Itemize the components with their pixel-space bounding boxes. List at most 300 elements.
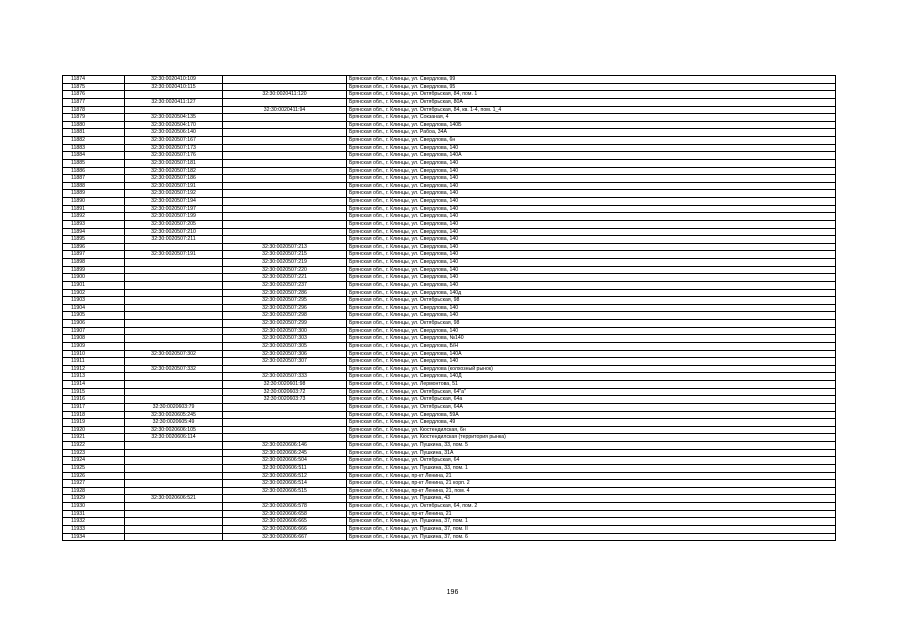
cadastral-number-cell bbox=[125, 388, 223, 396]
table-row bbox=[63, 419, 836, 427]
cadastral-number-cell: 32:30:0020507:167 bbox=[125, 137, 223, 145]
table-row bbox=[63, 114, 836, 122]
address-cell: Брянская обл., г. Клинцы, ул. Свердлова, 140 bbox=[347, 198, 836, 206]
cadastral-number-cell: 32:30:0020507:176 bbox=[125, 152, 223, 160]
address-cell: Брянская обл., г. Клинцы, ул. Свердлова, 140д bbox=[347, 289, 836, 297]
table-row bbox=[63, 251, 836, 259]
table-row bbox=[63, 510, 836, 518]
table-row bbox=[63, 121, 836, 129]
row-number-cell: 11885 bbox=[63, 159, 125, 167]
table-row bbox=[63, 518, 836, 526]
address-cell: Брянская обл., г. Клинцы, ул. Пушкина, 37, пом. 6 bbox=[347, 533, 836, 541]
cadastral-number-cell bbox=[125, 396, 223, 404]
cadastral-number-alt-cell: 32:30:0020603:72 bbox=[223, 388, 347, 396]
row-number-cell: 11893 bbox=[63, 220, 125, 228]
row-number-cell: 11914 bbox=[63, 381, 125, 389]
cadastral-number-alt-cell: 32:30:0020411:94 bbox=[223, 106, 347, 114]
table-row bbox=[63, 411, 836, 419]
cadastral-number-alt-cell: 32:30:0020507:219 bbox=[223, 259, 347, 267]
cadastral-number-alt-cell bbox=[223, 114, 347, 122]
cadastral-number-alt-cell: 32:30:0020507:215 bbox=[223, 251, 347, 259]
cadastral-number-alt-cell: 32:30:0020603:73 bbox=[223, 396, 347, 404]
address-cell: Брянская обл., г. Клинцы, ул. Свердлова, 95 bbox=[347, 83, 836, 91]
table-row bbox=[63, 457, 836, 465]
address-cell: Брянская обл., г. Клинцы, ул. Свердлова, 140 bbox=[347, 190, 836, 198]
address-cell: Брянская обл., г. Клинцы, ул. Свердлова, 140 bbox=[347, 243, 836, 251]
cadastral-number-cell bbox=[125, 503, 223, 511]
address-cell: Брянская обл., г. Клинцы, ул. Свердлова, 140 bbox=[347, 266, 836, 274]
table-row bbox=[63, 159, 836, 167]
cadastral-number-cell: 32:30:0020507:191 bbox=[125, 182, 223, 190]
cadastral-number-cell: 32:30:0020506:140 bbox=[125, 129, 223, 137]
cadastral-number-cell bbox=[125, 297, 223, 305]
cadastral-number-alt-cell bbox=[223, 182, 347, 190]
table-row bbox=[63, 396, 836, 404]
cadastral-number-cell: 32:30:0020507:181 bbox=[125, 159, 223, 167]
cadastral-number-cell bbox=[125, 525, 223, 533]
row-number-cell: 11907 bbox=[63, 327, 125, 335]
table-row bbox=[63, 495, 836, 503]
cadastral-number-cell bbox=[125, 487, 223, 495]
row-number-cell: 11913 bbox=[63, 373, 125, 381]
table-row bbox=[63, 342, 836, 350]
cadastral-number-alt-cell: 32:30:0020411:120 bbox=[223, 91, 347, 99]
cadastral-number-alt-cell: 32:30:0020507:286 bbox=[223, 289, 347, 297]
row-number-cell: 11903 bbox=[63, 297, 125, 305]
cadastral-number-alt-cell bbox=[223, 495, 347, 503]
table-row bbox=[63, 365, 836, 373]
table-row bbox=[63, 220, 836, 228]
cadastral-number-cell: 32:30:0020507:192 bbox=[125, 190, 223, 198]
address-cell: Брянская обл., г. Клинцы, ул. Свердлова, №140 bbox=[347, 335, 836, 343]
address-cell: Брянская обл., г. Клинцы, ул. Лермонтова, 51 bbox=[347, 381, 836, 389]
address-cell: Брянская обл., г. Клинцы, ул. Пушкина, 37, пом. 1 bbox=[347, 518, 836, 526]
cadastral-number-alt-cell bbox=[223, 152, 347, 160]
cadastral-number-alt-cell: 32:30:0020507:333 bbox=[223, 373, 347, 381]
address-cell: Брянская обл., г. Клинцы, ул. Свердлова, 6н bbox=[347, 137, 836, 145]
cadastral-number-alt-cell: 32:30:0020606:665 bbox=[223, 518, 347, 526]
row-number-cell: 11920 bbox=[63, 426, 125, 434]
row-number-cell: 11934 bbox=[63, 533, 125, 541]
address-cell: Брянская обл., г. Клинцы, ул. Свердлова, 140 bbox=[347, 144, 836, 152]
table-row bbox=[63, 175, 836, 183]
row-number-cell: 11927 bbox=[63, 480, 125, 488]
table-row bbox=[63, 259, 836, 267]
address-cell: Брянская обл., г. Клинцы, ул. Свердлова, 140 bbox=[347, 167, 836, 175]
row-number-cell: 11921 bbox=[63, 434, 125, 442]
row-number-cell: 11922 bbox=[63, 442, 125, 450]
cadastral-number-alt-cell: 32:30:0020606:515 bbox=[223, 487, 347, 495]
row-number-cell: 11899 bbox=[63, 266, 125, 274]
row-number-cell: 11898 bbox=[63, 259, 125, 267]
cadastral-number-cell: 32:30:0020507:191 bbox=[125, 251, 223, 259]
cadastral-number-alt-cell: 32:30:0020606:511 bbox=[223, 464, 347, 472]
cadastral-number-cell: 32:30:0020411:127 bbox=[125, 98, 223, 106]
cadastral-number-alt-cell bbox=[223, 426, 347, 434]
cadastral-number-alt-cell: 32:30:0020507:303 bbox=[223, 335, 347, 343]
row-number-cell: 11915 bbox=[63, 388, 125, 396]
cadastral-number-alt-cell bbox=[223, 403, 347, 411]
table-row bbox=[63, 190, 836, 198]
row-number-cell: 11924 bbox=[63, 457, 125, 465]
table-row bbox=[63, 312, 836, 320]
cadastral-number-cell bbox=[125, 289, 223, 297]
table-row bbox=[63, 434, 836, 442]
table-row bbox=[63, 243, 836, 251]
table-row bbox=[63, 129, 836, 137]
table-row bbox=[63, 266, 836, 274]
address-cell: Брянская обл., г. Клинцы, ул. Свердлова, 140 bbox=[347, 358, 836, 366]
table-row bbox=[63, 320, 836, 328]
table-row bbox=[63, 228, 836, 236]
table-row bbox=[63, 182, 836, 190]
table-row bbox=[63, 464, 836, 472]
row-number-cell: 11883 bbox=[63, 144, 125, 152]
cadastral-number-cell bbox=[125, 449, 223, 457]
cadastral-number-alt-cell: 32:30:0020606:667 bbox=[223, 533, 347, 541]
cadastral-number-cell bbox=[125, 464, 223, 472]
address-cell: Брянская обл., г. Клинцы, ул. Свердлова, 59А bbox=[347, 411, 836, 419]
cadastral-number-cell: 32:30:0020507:186 bbox=[125, 175, 223, 183]
address-cell: Брянская обл., г. Клинцы, ул. Свердлова, Б/Н bbox=[347, 342, 836, 350]
row-number-cell: 11931 bbox=[63, 510, 125, 518]
row-number-cell: 11884 bbox=[63, 152, 125, 160]
table-row bbox=[63, 236, 836, 244]
table-row bbox=[63, 335, 836, 343]
cadastral-number-cell: 32:30:0020507:194 bbox=[125, 198, 223, 206]
cadastral-number-cell: 32:30:0020605:49 bbox=[125, 419, 223, 427]
address-cell: Брянская обл., г. Клинцы, ул. Свердлова, 140 bbox=[347, 175, 836, 183]
cadastral-number-cell bbox=[125, 243, 223, 251]
cadastral-number-alt-cell bbox=[223, 365, 347, 373]
cadastral-number-cell bbox=[125, 281, 223, 289]
address-cell: Брянская обл., г. Клинцы, ул. Свердлова (колхозный рынок) bbox=[347, 365, 836, 373]
address-cell: Брянская обл., г. Клинцы, ул. Свердлова, 140 bbox=[347, 220, 836, 228]
table-row bbox=[63, 381, 836, 389]
row-number-cell: 11930 bbox=[63, 503, 125, 511]
address-cell: Брянская обл., г. Клинцы, ул. Свердлова, 140 bbox=[347, 259, 836, 267]
cadastral-number-alt-cell bbox=[223, 419, 347, 427]
cadastral-number-cell bbox=[125, 381, 223, 389]
cadastral-number-alt-cell: 32:30:0020507:237 bbox=[223, 281, 347, 289]
cadastral-number-cell bbox=[125, 533, 223, 541]
registry-table-body bbox=[63, 76, 836, 541]
row-number-cell: 11902 bbox=[63, 289, 125, 297]
cadastral-number-cell: 32:30:0020605:245 bbox=[125, 411, 223, 419]
row-number-cell: 11896 bbox=[63, 243, 125, 251]
cadastral-number-alt-cell: 32:30:0020606:504 bbox=[223, 457, 347, 465]
row-number-cell: 11876 bbox=[63, 91, 125, 99]
table-row bbox=[63, 480, 836, 488]
address-cell: Брянская обл., г. Клинцы, пр-кт Ленина, 21 bbox=[347, 510, 836, 518]
cadastral-number-alt-cell: 32:30:0020606:578 bbox=[223, 503, 347, 511]
row-number-cell: 11881 bbox=[63, 129, 125, 137]
address-cell: Брянская обл., г. Клинцы, ул. Свердлова, 140Б bbox=[347, 121, 836, 129]
address-cell: Брянская обл., г. Клинцы, ул. Октябрьская, 84, кв. 1-4, пом. 1_4 bbox=[347, 106, 836, 114]
row-number-cell: 11906 bbox=[63, 320, 125, 328]
cadastral-number-alt-cell: 32:30:0020507:307 bbox=[223, 358, 347, 366]
table-row bbox=[63, 274, 836, 282]
row-number-cell: 11916 bbox=[63, 396, 125, 404]
cadastral-number-alt-cell: 32:30:0020507:221 bbox=[223, 274, 347, 282]
row-number-cell: 11890 bbox=[63, 198, 125, 206]
cadastral-number-cell: 32:30:0020504:135 bbox=[125, 114, 223, 122]
row-number-cell: 11910 bbox=[63, 350, 125, 358]
table-row bbox=[63, 533, 836, 541]
table-row bbox=[63, 137, 836, 145]
table-row bbox=[63, 487, 836, 495]
cadastral-number-cell: 32:30:0020507:182 bbox=[125, 167, 223, 175]
address-cell: Брянская обл., г. Клинцы, пр-кт Ленина, 21 bbox=[347, 472, 836, 480]
address-cell: Брянская обл., г. Клинцы, ул. Пушкина, 33, пом. 5 bbox=[347, 442, 836, 450]
cadastral-number-cell: 32:30:0020507:332 bbox=[125, 365, 223, 373]
row-number-cell: 11929 bbox=[63, 495, 125, 503]
table-row bbox=[63, 289, 836, 297]
cadastral-number-alt-cell bbox=[223, 144, 347, 152]
row-number-cell: 11932 bbox=[63, 518, 125, 526]
cadastral-number-alt-cell: 32:30:0020601:98 bbox=[223, 381, 347, 389]
row-number-cell: 11933 bbox=[63, 525, 125, 533]
address-cell: Брянская обл., г. Клинцы, ул. Свердлова, 49 bbox=[347, 419, 836, 427]
cadastral-number-alt-cell bbox=[223, 190, 347, 198]
row-number-cell: 11880 bbox=[63, 121, 125, 129]
address-cell: Брянская обл., г. Клинцы, ул. Свердлова, 140 bbox=[347, 228, 836, 236]
row-number-cell: 11878 bbox=[63, 106, 125, 114]
cadastral-number-alt-cell bbox=[223, 228, 347, 236]
row-number-cell: 11887 bbox=[63, 175, 125, 183]
cadastral-number-alt-cell bbox=[223, 159, 347, 167]
row-number-cell: 11905 bbox=[63, 312, 125, 320]
cadastral-number-alt-cell: 32:30:0020507:296 bbox=[223, 304, 347, 312]
address-cell: Брянская обл., г. Клинцы, ул. Октябрьская, 64, пом. 2 bbox=[347, 503, 836, 511]
cadastral-number-alt-cell bbox=[223, 167, 347, 175]
table-row bbox=[63, 358, 836, 366]
row-number-cell: 11919 bbox=[63, 419, 125, 427]
cadastral-number-alt-cell bbox=[223, 98, 347, 106]
address-cell: Брянская обл., г. Клинцы, ул. Октябрьская, 64а bbox=[347, 396, 836, 404]
cadastral-number-cell: 32:30:0020507:302 bbox=[125, 350, 223, 358]
cadastral-number-alt-cell bbox=[223, 83, 347, 91]
address-cell: Брянская обл., г. Клинцы, ул. Свердлова, 140 bbox=[347, 281, 836, 289]
cadastral-number-alt-cell bbox=[223, 137, 347, 145]
table-row bbox=[63, 350, 836, 358]
table-row bbox=[63, 449, 836, 457]
row-number-cell: 11888 bbox=[63, 182, 125, 190]
table-row bbox=[63, 83, 836, 91]
address-cell: Брянская обл., г. Клинцы, ул. Октябрьская, 64А bbox=[347, 403, 836, 411]
cadastral-number-cell: 32:30:0020507:205 bbox=[125, 220, 223, 228]
cadastral-number-cell bbox=[125, 266, 223, 274]
table-row bbox=[63, 373, 836, 381]
address-cell: Брянская обл., г. Клинцы, пр-кт Ленина, 21 корп. 2 bbox=[347, 480, 836, 488]
cadastral-number-alt-cell: 32:30:0020507:213 bbox=[223, 243, 347, 251]
address-cell: Брянская обл., г. Клинцы, пр-кт Ленина, 21, пом. 4 bbox=[347, 487, 836, 495]
address-cell: Брянская обл., г. Клинцы, ул. Пушкина, 43 bbox=[347, 495, 836, 503]
row-number-cell: 11891 bbox=[63, 205, 125, 213]
cadastral-number-cell bbox=[125, 304, 223, 312]
cadastral-number-cell: 32:30:0020504:170 bbox=[125, 121, 223, 129]
table-row bbox=[63, 205, 836, 213]
table-row bbox=[63, 403, 836, 411]
address-cell: Брянская обл., г. Клинцы, ул. Пушкина, 33, пом. 1 bbox=[347, 464, 836, 472]
address-cell: Брянская обл., г. Клинцы, ул. Пушкина, 31А bbox=[347, 449, 836, 457]
address-cell: Брянская обл., г. Клинцы, ул. Кюстендилская, 6н bbox=[347, 426, 836, 434]
row-number-cell: 11926 bbox=[63, 472, 125, 480]
cadastral-number-cell: 32:30:0020507:211 bbox=[125, 236, 223, 244]
row-number-cell: 11874 bbox=[63, 76, 125, 84]
row-number-cell: 11895 bbox=[63, 236, 125, 244]
row-number-cell: 11900 bbox=[63, 274, 125, 282]
row-number-cell: 11917 bbox=[63, 403, 125, 411]
address-cell: Брянская обл., г. Клинцы, ул. Свердлова, 140 bbox=[347, 251, 836, 259]
cadastral-number-cell: 32:30:0020603:79 bbox=[125, 403, 223, 411]
address-cell: Брянская обл., г. Клинцы, ул. Октябрьская, 84, пом. 1 bbox=[347, 91, 836, 99]
address-cell: Брянская обл., г. Клинцы, ул. Свердлова, 99 bbox=[347, 76, 836, 84]
cadastral-number-alt-cell: 32:30:0020606:512 bbox=[223, 472, 347, 480]
address-cell: Брянская обл., г. Клинцы, ул. Свердлова, 140 bbox=[347, 312, 836, 320]
registry-table bbox=[62, 75, 836, 541]
cadastral-number-cell bbox=[125, 510, 223, 518]
address-cell: Брянская обл., г. Клинцы, ул. Свердлова, 140 bbox=[347, 327, 836, 335]
cadastral-number-cell bbox=[125, 457, 223, 465]
table-row bbox=[63, 304, 836, 312]
page-number: 196 bbox=[446, 589, 459, 596]
cadastral-number-cell bbox=[125, 342, 223, 350]
row-number-cell: 11886 bbox=[63, 167, 125, 175]
cadastral-number-alt-cell: 32:30:0020507:298 bbox=[223, 312, 347, 320]
address-cell: Брянская обл., г. Клинцы, ул. Свердлова, 140 bbox=[347, 205, 836, 213]
row-number-cell: 11897 bbox=[63, 251, 125, 259]
row-number-cell: 11879 bbox=[63, 114, 125, 122]
table-row bbox=[63, 106, 836, 114]
cadastral-number-alt-cell bbox=[223, 121, 347, 129]
row-number-cell: 11892 bbox=[63, 213, 125, 221]
table-row bbox=[63, 327, 836, 335]
cadastral-number-alt-cell bbox=[223, 76, 347, 84]
cadastral-number-alt-cell bbox=[223, 175, 347, 183]
cadastral-number-cell bbox=[125, 373, 223, 381]
address-cell: Брянская обл., г. Клинцы, ул. Свердлова, 140 bbox=[347, 213, 836, 221]
address-cell: Брянская обл., г. Клинцы, ул. Свердлова, 140 bbox=[347, 182, 836, 190]
address-cell: Брянская обл., г. Клинцы, ул. Октябрьская, 80А bbox=[347, 98, 836, 106]
table-row bbox=[63, 198, 836, 206]
cadastral-number-cell bbox=[125, 480, 223, 488]
cadastral-number-alt-cell bbox=[223, 236, 347, 244]
address-cell: Брянская обл., г. Клинцы, ул. Октябрьская, 98 bbox=[347, 297, 836, 305]
cadastral-number-alt-cell: 32:30:0020606:658 bbox=[223, 510, 347, 518]
cadastral-number-cell: 32:30:0020507:199 bbox=[125, 213, 223, 221]
cadastral-number-alt-cell: 32:30:0020606:146 bbox=[223, 442, 347, 450]
table-row bbox=[63, 426, 836, 434]
cadastral-number-cell bbox=[125, 335, 223, 343]
address-cell: Брянская обл., г. Клинцы, ул. Октябрьская, 64"а" bbox=[347, 388, 836, 396]
row-number-cell: 11928 bbox=[63, 487, 125, 495]
table-row bbox=[63, 442, 836, 450]
cadastral-number-cell bbox=[125, 274, 223, 282]
row-number-cell: 11925 bbox=[63, 464, 125, 472]
cadastral-number-cell bbox=[125, 312, 223, 320]
row-number-cell: 11918 bbox=[63, 411, 125, 419]
cadastral-number-cell: 32:30:0020606:105 bbox=[125, 426, 223, 434]
cadastral-number-alt-cell: 32:30:0020507:305 bbox=[223, 342, 347, 350]
address-cell: Брянская обл., г. Клинцы, ул. Пушкина, 37, пом. II bbox=[347, 525, 836, 533]
cadastral-number-cell bbox=[125, 320, 223, 328]
address-cell: Брянская обл., г. Клинцы, ул. Рабоа, 34А bbox=[347, 129, 836, 137]
row-number-cell: 11889 bbox=[63, 190, 125, 198]
cadastral-number-alt-cell bbox=[223, 411, 347, 419]
table-row bbox=[63, 98, 836, 106]
address-cell: Брянская обл., г. Клинцы, ул. Октябрьская, 64 bbox=[347, 457, 836, 465]
table-row bbox=[63, 91, 836, 99]
cadastral-number-cell bbox=[125, 106, 223, 114]
cadastral-number-cell bbox=[125, 518, 223, 526]
address-cell: Брянская обл., г. Клинцы, ул. Свердлова, 140 bbox=[347, 304, 836, 312]
row-number-cell: 11909 bbox=[63, 342, 125, 350]
address-cell: Брянская обл., г. Клинцы, ул. Свердлова, 140 bbox=[347, 274, 836, 282]
cadastral-number-cell: 32:30:0020410:115 bbox=[125, 83, 223, 91]
cadastral-number-cell bbox=[125, 259, 223, 267]
address-cell: Брянская обл., г. Клинцы, ул. Свердлова, 140 bbox=[347, 159, 836, 167]
row-number-cell: 11904 bbox=[63, 304, 125, 312]
table-row bbox=[63, 167, 836, 175]
cadastral-number-cell bbox=[125, 442, 223, 450]
address-cell: Брянская обл., г. Клинцы, ул. Свердлова, 140А bbox=[347, 152, 836, 160]
row-number-cell: 11923 bbox=[63, 449, 125, 457]
row-number-cell: 11875 bbox=[63, 83, 125, 91]
cadastral-number-cell: 32:30:0020606:521 bbox=[125, 495, 223, 503]
row-number-cell: 11882 bbox=[63, 137, 125, 145]
cadastral-number-alt-cell bbox=[223, 198, 347, 206]
cadastral-number-cell: 32:30:0020507:210 bbox=[125, 228, 223, 236]
cadastral-number-alt-cell bbox=[223, 205, 347, 213]
cadastral-number-alt-cell bbox=[223, 220, 347, 228]
cadastral-number-cell: 32:30:0020507:197 bbox=[125, 205, 223, 213]
address-cell: Брянская обл., г. Клинцы, ул. Кюстендилская (территория рынка) bbox=[347, 434, 836, 442]
row-number-cell: 11901 bbox=[63, 281, 125, 289]
table-row bbox=[63, 503, 836, 511]
cadastral-number-cell: 32:30:0020410:109 bbox=[125, 76, 223, 84]
cadastral-number-cell bbox=[125, 327, 223, 335]
table-row bbox=[63, 281, 836, 289]
cadastral-number-alt-cell: 32:30:0020606:514 bbox=[223, 480, 347, 488]
cadastral-number-alt-cell: 32:30:0020507:300 bbox=[223, 327, 347, 335]
table-row bbox=[63, 213, 836, 221]
cadastral-number-alt-cell bbox=[223, 434, 347, 442]
cadastral-number-alt-cell: 32:30:0020507:220 bbox=[223, 266, 347, 274]
table-row bbox=[63, 297, 836, 305]
table-row bbox=[63, 472, 836, 480]
table-row bbox=[63, 388, 836, 396]
row-number-cell: 11908 bbox=[63, 335, 125, 343]
address-cell: Брянская обл., г. Клинцы, ул. Октябрьская, 98 bbox=[347, 320, 836, 328]
table-row bbox=[63, 152, 836, 160]
cadastral-number-alt-cell bbox=[223, 129, 347, 137]
address-cell: Брянская обл., г. Клинцы, ул. Сокзаная, 4 bbox=[347, 114, 836, 122]
table-row bbox=[63, 76, 836, 84]
table-row bbox=[63, 525, 836, 533]
cadastral-number-cell: 32:30:0020507:173 bbox=[125, 144, 223, 152]
cadastral-number-cell bbox=[125, 472, 223, 480]
cadastral-number-alt-cell: 32:30:0020606:245 bbox=[223, 449, 347, 457]
cadastral-number-alt-cell bbox=[223, 213, 347, 221]
cadastral-number-alt-cell: 32:30:0020606:666 bbox=[223, 525, 347, 533]
address-cell: Брянская обл., г. Клинцы, ул. Свердлова, 140А bbox=[347, 350, 836, 358]
cadastral-number-cell: 32:30:0020606:114 bbox=[125, 434, 223, 442]
cadastral-number-alt-cell: 32:30:0020507:306 bbox=[223, 350, 347, 358]
cadastral-number-alt-cell: 32:30:0020507:295 bbox=[223, 297, 347, 305]
address-cell: Брянская обл., г. Клинцы, ул. Свердлова, 140Д bbox=[347, 373, 836, 381]
cadastral-number-cell bbox=[125, 91, 223, 99]
